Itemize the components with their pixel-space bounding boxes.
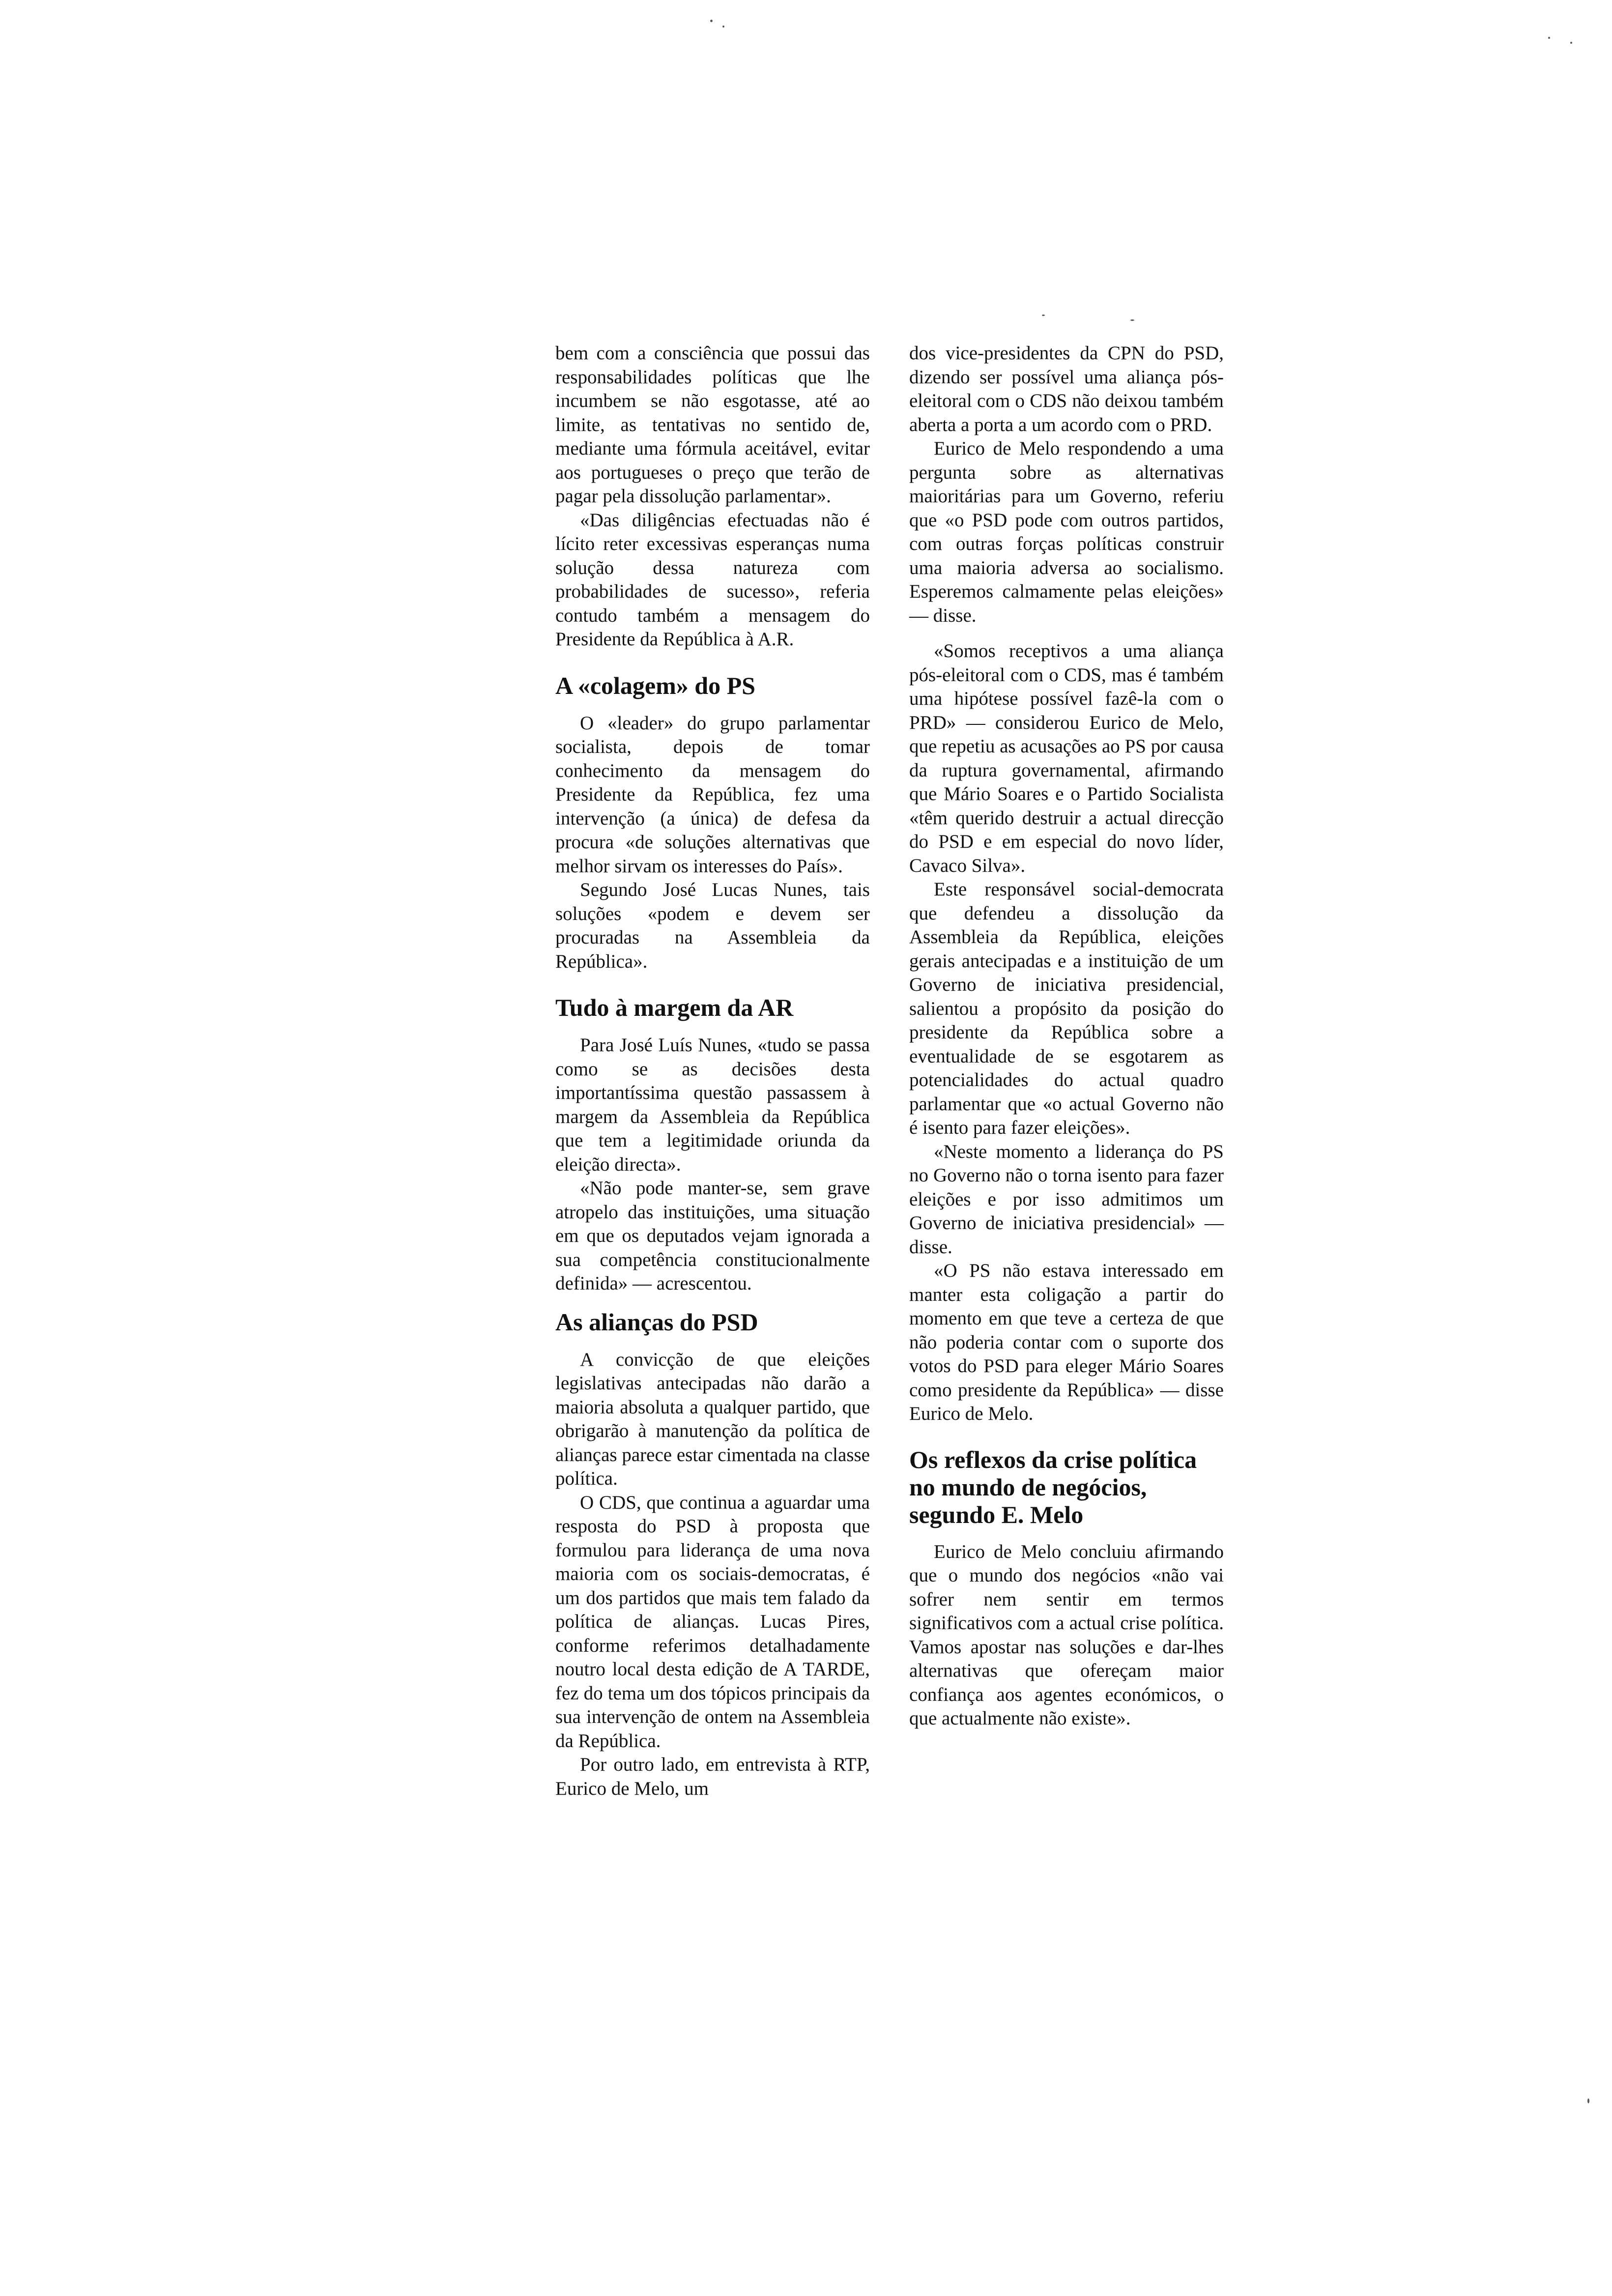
scan-speck bbox=[1130, 319, 1134, 321]
paragraph: O «leader» do grupo parlamentar socialista, depois de tomar conhecimento da mensagem do Presidente da República, fez uma intervenção (a única) de defesa da procura «de soluções alternativas que melhor sirvam os interesses do País». bbox=[555, 712, 870, 877]
scan-speck bbox=[1042, 315, 1045, 316]
paragraph: «Somos receptivos a uma aliança pós-eleitoral com o CDS, mas é também uma hipótese possível fazê-la com o PRD» — considerou Eurico de Melo, que repetiu as acusações ao PS por causa da ruptura governamental, afirmando que Mário Soares e o Partido Socialista «têm querido destruir a actual direcção do PSD e em especial do novo líder, Cavaco Silva». bbox=[909, 640, 1224, 876]
paragraph: «Não pode manter-se, sem grave atropelo das instituições, uma situação em que os deputados vejam ignorada a sua competência constitucionalmente definida» — acrescentou. bbox=[555, 1177, 870, 1294]
scan-speck bbox=[1587, 2098, 1589, 2103]
paragraph: «Neste momento a liderança do PS no Governo não o torna isento para fazer eleições e por isso admitimos um Governo de iniciativa presidencial» — disse. bbox=[909, 1141, 1224, 1258]
section-heading: Os reflexos da crise política no mundo de negócios, segundo E. Melo bbox=[909, 1445, 1197, 1528]
paragraph: Eurico de Melo concluiu afirmando que o mundo dos negócios «não vai sofrer nem sentir em termos significativos com a actual crise política. Vamos apostar nas soluções e dar-lhes alternativas que ofereçam maior confiança aos agentes económicos, o que actualmente não existe». bbox=[909, 1541, 1224, 1729]
article-column-left bbox=[555, 342, 870, 1801]
paragraph: Por outro lado, em entrevista à RTP, Eurico de Melo, um bbox=[555, 1754, 870, 1799]
paragraph: Segundo José Lucas Nunes, tais soluções «podem e devem ser procuradas na Assembleia da República». bbox=[555, 879, 870, 972]
section-heading: As alianças do PSD bbox=[555, 1308, 758, 1336]
scan-speck bbox=[722, 26, 724, 28]
paragraph: bem com a consciência que possui das responsabilidades políticas que lhe incumbem se não esgotasse, até ao limite, as tentativas no sentido de, mediante uma fórmula aceitável, evitar aos portugueses o preço que terão de pagar pela dissolução parlamentar». bbox=[555, 343, 870, 507]
section-heading: Tudo à margem da AR bbox=[555, 994, 794, 1021]
paragraph: «O PS não estava interessado em manter esta coligação a partir do momento em que teve a certeza de que não poderia contar com o suporte dos votos do PSD para eleger Mário Soares como presidente da República» — disse Eurico de Melo. bbox=[909, 1260, 1224, 1424]
paragraph: Eurico de Melo respondendo a uma pergunta sobre as alternativas maioritárias para um Governo, referiu que «o PSD pode com outros partidos, com outras forças políticas construir uma maioria adversa ao socialismo. Esperemos calmamente pelas eleições» — disse. bbox=[909, 438, 1224, 626]
article-column-right bbox=[909, 342, 1224, 1731]
paragraph: O CDS, que continua a aguardar uma resposta do PSD à proposta que formulou para liderança de uma nova maioria com os sociais-democratas, é um dos partidos que mais tem falado da política de alianças. Lucas Pires, conforme referimos detalhadamente noutro local desta edição de A TARDE, fez do tema um dos tópicos principais da sua intervenção de ontem na Assembleia da República. bbox=[555, 1492, 870, 1751]
paragraph: Para José Luís Nunes, «tudo se passa como se as decisões desta importantíssima questão passassem à margem da Assembleia da República que tem a legitimidade oriunda da eleição directa». bbox=[555, 1034, 870, 1175]
scan-speck bbox=[1570, 42, 1572, 44]
paragraph: dos vice-presidentes da CPN do PSD, dizendo ser possível uma aliança pós-eleitoral com o CDS não deixou também aberta a porta a um acordo com o PRD. bbox=[909, 343, 1224, 435]
paragraph: Este responsável social-democrata que defendeu a dissolução da Assembleia da República, eleições gerais antecipadas e a instituição de um Governo de iniciativa presidencial, salientou a propósito da posição do presidente da República sobre a eventualidade de se esgotarem as potencialidades do actual quadro parlamentar que «o actual Governo não é isento para fazer eleições». bbox=[909, 879, 1224, 1138]
section-heading: A «colagem» do PS bbox=[555, 671, 755, 699]
paragraph: A convicção de que eleições legislativas antecipadas não darão a maioria absoluta a qualquer partido, que obrigarão à manutenção da política de alianças parece estar cimentada na classe política. bbox=[555, 1349, 870, 1489]
paragraph: «Das diligências efectuadas não é lícito reter excessivas esperanças numa solução dessa natureza com probabilidades de sucesso», referia contudo também a mensagem do Presidente da República à A.R. bbox=[555, 509, 870, 650]
scan-speck bbox=[1548, 37, 1550, 39]
scan-speck bbox=[710, 20, 713, 22]
